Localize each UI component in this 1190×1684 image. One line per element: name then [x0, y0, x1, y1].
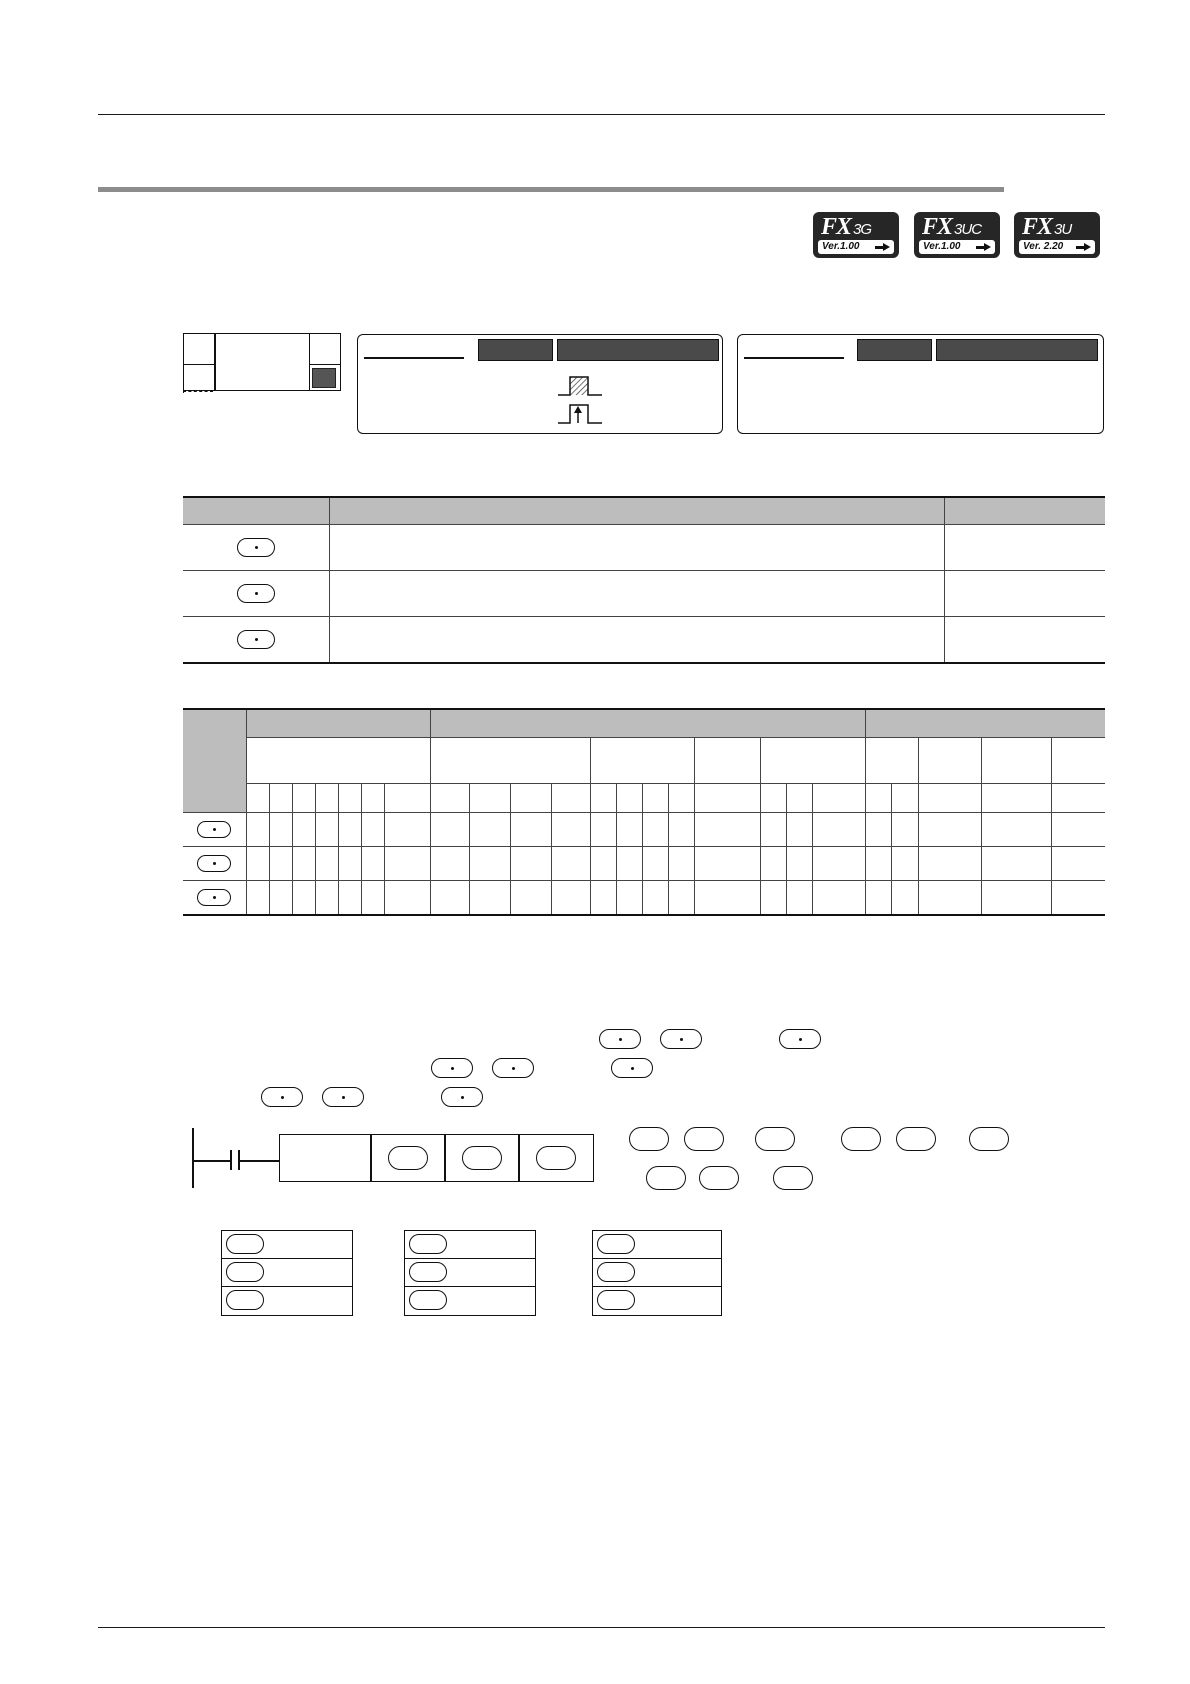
execution-type-box — [357, 334, 723, 434]
operand-pill — [611, 1058, 653, 1078]
operand-pill — [536, 1146, 576, 1170]
instruction-symbol-block — [183, 333, 341, 391]
instruction-box — [279, 1134, 372, 1182]
operand-pill — [197, 889, 231, 906]
contact-bar-left — [230, 1150, 232, 1170]
applicable-devices-table — [183, 708, 1105, 916]
ladder-left-rail — [192, 1128, 194, 1188]
operand-pill — [237, 584, 275, 603]
operand-pill — [969, 1127, 1009, 1151]
program-steps-box — [737, 334, 1104, 434]
operand-pill — [841, 1127, 881, 1151]
table-row — [183, 571, 1105, 617]
fx3uc-badge: FX 3UC Ver.1.00 — [914, 212, 1000, 258]
table-row — [183, 525, 1105, 571]
table-row — [183, 881, 1105, 916]
operand-group-1 — [221, 1230, 353, 1316]
arrow-right-icon — [883, 243, 890, 251]
operand-pill — [699, 1166, 739, 1190]
operand-pill — [388, 1146, 428, 1170]
table-row — [183, 813, 1105, 847]
operand-pill — [237, 538, 275, 557]
table-row — [183, 617, 1105, 664]
operand-pill — [261, 1087, 303, 1107]
operand-pill — [896, 1127, 936, 1151]
operand-pill — [773, 1166, 813, 1190]
operand-pill — [492, 1058, 534, 1078]
operand-group-3 — [592, 1230, 722, 1316]
operand-pill — [441, 1087, 483, 1107]
operand-pill — [660, 1029, 702, 1049]
operand-group-2 — [404, 1230, 536, 1316]
pulse-execution-icon — [556, 401, 606, 425]
operand-pill — [322, 1087, 364, 1107]
table-row — [183, 847, 1105, 881]
ladder-wire — [239, 1160, 280, 1162]
fx3g-badge: FX 3G Ver.1.00 — [813, 212, 899, 258]
arrow-right-icon — [984, 243, 991, 251]
operand-pill — [646, 1166, 686, 1190]
operand-pill — [197, 821, 231, 838]
operand-pill — [462, 1146, 502, 1170]
fx3u-badge: FX 3U Ver. 2.20 — [1014, 212, 1100, 258]
dashed-guide — [183, 368, 184, 393]
operand-pill — [755, 1127, 795, 1151]
dashed-guide — [183, 391, 213, 392]
operand-description-table — [183, 496, 1105, 664]
operand-pill — [779, 1029, 821, 1049]
continuous-execution-icon — [556, 375, 606, 397]
section-title-bar — [98, 187, 1004, 192]
operand-pill — [629, 1127, 669, 1151]
arrow-right-icon — [1084, 243, 1091, 251]
header-rule — [98, 114, 1105, 115]
operand-pill — [197, 855, 231, 872]
ladder-wire — [192, 1160, 230, 1162]
operand-pill — [431, 1058, 473, 1078]
operand-pill — [599, 1029, 641, 1049]
pulse-indicator-square — [312, 368, 336, 388]
footer-rule — [98, 1627, 1105, 1628]
operand-pill — [684, 1127, 724, 1151]
operand-pill — [237, 630, 275, 649]
